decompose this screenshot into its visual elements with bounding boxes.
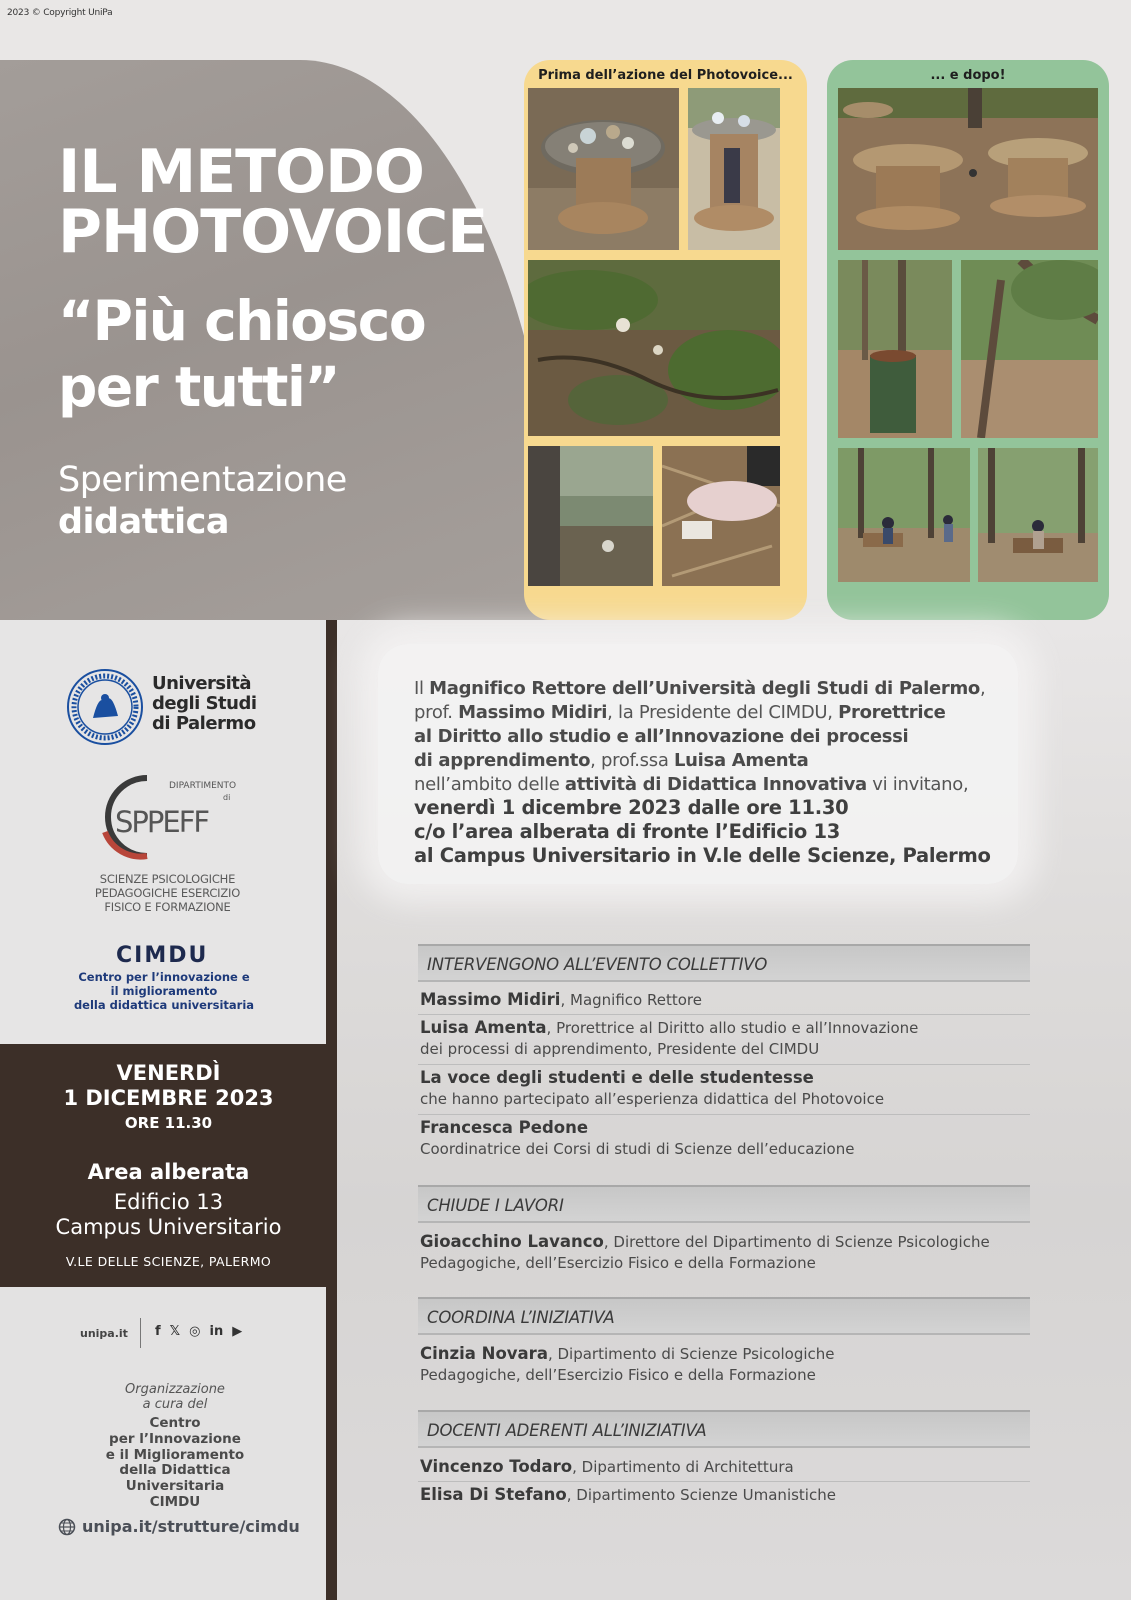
unipa-wordmark <box>152 674 257 734</box>
organizer-url[interactable] <box>58 1517 300 1536</box>
org-name-line-5: Universitaria <box>125 1478 225 1495</box>
photo-after-students-park <box>838 448 970 582</box>
title-line-1: IL METODO <box>58 137 424 207</box>
after-photo-column <box>827 60 1109 620</box>
cimdu-tag-line-1: Centro per l’innovazione e <box>78 970 250 984</box>
photo-before-trash-spool <box>688 88 780 250</box>
speaker-entry: Luisa Amenta, Prorettrice al Diritto allo studio e all’Innovazione dei processi di apprendimento, Presidente del CIMDU <box>420 1018 919 1058</box>
event-date: 1 DICEMBRE 2023 <box>63 1086 274 1110</box>
event-campus: Campus Universitario <box>55 1215 282 1239</box>
organizer-name <box>80 1416 270 1511</box>
org-intro-line-1: Organizzazione <box>125 1382 225 1397</box>
section-teachers-heading: DOCENTI ADERENTI ALL’INIZIATIVA <box>418 1410 1030 1448</box>
hero-header <box>0 60 1131 620</box>
cimdu-tagline <box>64 970 264 1012</box>
after-label: ... e dopo! <box>930 68 1006 83</box>
copyright-text: 2023 © Copyright UniPa <box>7 8 113 18</box>
linkedin-icon[interactable]: in <box>209 1324 224 1339</box>
cimdu-tag-line-3: della didattica universitaria <box>73 998 255 1012</box>
photo-after-green-barrel <box>838 260 952 438</box>
speaker-entry: Francesca Pedone Coordinatrice dei Corsi di studi di Scienze dell’educazione <box>420 1118 855 1158</box>
cimdu-logo: CIMDU <box>116 943 209 968</box>
section-closing-heading: CHIUDE I LAVORI <box>418 1185 1030 1223</box>
organizer-intro <box>90 1382 260 1412</box>
event-building: Edificio 13 <box>113 1190 224 1214</box>
entry-divider <box>418 1114 1030 1115</box>
photo-before-tree-trunk <box>528 446 653 586</box>
invite-date-line: venerdì 1 dicembre 2023 dalle ore 11.30 <box>414 796 849 819</box>
globe-icon <box>58 1518 76 1536</box>
before-label: Prima dell’azione del Photovoice... <box>538 68 793 83</box>
speaker-entry: La voce degli studenti e delle studentesse che hanno partecipato all’esperienza didattica del Photovoice <box>420 1068 885 1108</box>
invite-place-line: c/o l’area alberata di fronte l’Edificio 13 <box>414 820 841 843</box>
sppeff-mark-text: SPPEFF <box>115 805 209 839</box>
entry-divider <box>418 1014 1030 1015</box>
social-row <box>80 1318 280 1348</box>
site-link[interactable]: unipa.it <box>80 1327 128 1340</box>
photo-before-spool-table <box>528 88 679 250</box>
invite-line-1: Il Magnifico Rettore dell’Università degli Studi di Palermo, <box>414 678 986 699</box>
unipa-name-line-2: degli Studi <box>152 693 257 714</box>
instagram-icon[interactable]: ◎ <box>189 1324 201 1339</box>
speaker-entry: Gioacchino Lavanco, Direttore del Dipartimento di Scienze Psicologiche Pedagogiche, dell’Esercizio Fisico e della Formazione <box>420 1232 990 1272</box>
org-name-line-4: della Didattica <box>119 1462 231 1479</box>
photo-after-park-trees <box>961 260 1098 438</box>
event-area: Area alberata <box>87 1160 250 1184</box>
photo-after-spool-tables <box>838 88 1098 250</box>
organizer-url-text: unipa.it/strutture/cimdu <box>82 1517 300 1536</box>
sppeff-sub-line-1: SCIENZE PSICOLOGICHE <box>99 872 236 886</box>
entry-divider <box>418 1064 1030 1065</box>
invite-line-4: di apprendimento, prof.ssa Luisa Amenta <box>414 750 809 771</box>
unipa-name-line-1: Università <box>152 673 252 694</box>
subtitle-line-2: didattica <box>58 502 230 542</box>
section-interventions-heading: INTERVENGONO ALL’EVENTO COLLETTIVO <box>418 944 1030 982</box>
unipa-seal-icon <box>66 668 144 746</box>
event-day: VENERDÌ <box>116 1061 221 1085</box>
entry-divider <box>418 1481 1030 1482</box>
org-name-line-6: CIMDU <box>149 1493 201 1510</box>
sppeff-dip-text: DIPARTIMENTO <box>169 781 237 791</box>
unipa-name-line-3: di Palermo <box>152 713 256 734</box>
x-twitter-icon[interactable]: 𝕏 <box>169 1324 181 1339</box>
event-hour: ORE 11.30 <box>124 1114 213 1132</box>
org-name-line-2: per l’Innovazione <box>109 1430 241 1447</box>
speaker-entry: Cinzia Novara, Dipartimento di Scienze Psicologiche Pedagogiche, dell’Esercizio Fisico e della Formazione <box>420 1344 835 1384</box>
title-line-2: PHOTOVOICE <box>58 197 488 267</box>
quote-line-1: “Più chiosco <box>58 289 426 353</box>
social-icons <box>155 1324 242 1340</box>
photo-before-littered-ground <box>528 260 780 436</box>
before-photo-column <box>524 60 807 620</box>
sppeff-logo-icon <box>95 770 245 864</box>
facebook-icon[interactable]: f <box>155 1324 161 1339</box>
quote-line-2: per tutti” <box>58 355 339 419</box>
sppeff-sub-line-3: FISICO E FORMAZIONE <box>104 900 231 914</box>
invite-line-5: nell’ambito delle attività di Didattica Innovativa vi invitano, <box>414 774 969 795</box>
org-name-line-3: e il Miglioramento <box>105 1446 245 1463</box>
speaker-entry: Elisa Di Stefano, Dipartimento Scienze Umanistiche <box>420 1485 836 1504</box>
project-quote <box>58 288 425 420</box>
sppeff-sub-line-2: PEDAGOGICHE ESERCIZIO <box>94 886 241 900</box>
invite-line-3: al Diritto allo studio e all’Innovazione dei processi <box>414 726 909 747</box>
cimdu-tag-line-2: il miglioramento <box>110 984 218 998</box>
youtube-icon[interactable]: ▶ <box>232 1324 243 1339</box>
subtitle-line-1: Sperimentazione <box>58 460 347 500</box>
org-intro-line-2: a cura del <box>142 1397 208 1412</box>
org-name-line-1: Centro <box>149 1415 201 1431</box>
invite-line-2: prof. Massimo Midiri, la Presidente del CIMDU, Prorettrice <box>414 702 946 723</box>
title-panel <box>0 60 560 620</box>
photo-before-shoe-cup <box>662 446 780 586</box>
section-coordination-heading: COORDINA L’INIZIATIVA <box>418 1297 1030 1335</box>
speaker-entry: Massimo Midiri, Magnifico Rettore <box>420 990 702 1009</box>
social-separator <box>140 1318 141 1348</box>
event-date-block <box>0 1044 337 1287</box>
sppeff-subtitle <box>70 872 265 914</box>
sppeff-di-text: di <box>223 793 231 802</box>
event-address: V.LE DELLE SCIENZE, PALERMO <box>65 1254 272 1269</box>
invite-address-line: al Campus Universitario in V.le delle Scienze, Palermo <box>414 844 991 867</box>
speaker-entry: Vincenzo Todaro, Dipartimento di Architettura <box>420 1457 794 1476</box>
photo-after-people-benches <box>978 448 1098 582</box>
